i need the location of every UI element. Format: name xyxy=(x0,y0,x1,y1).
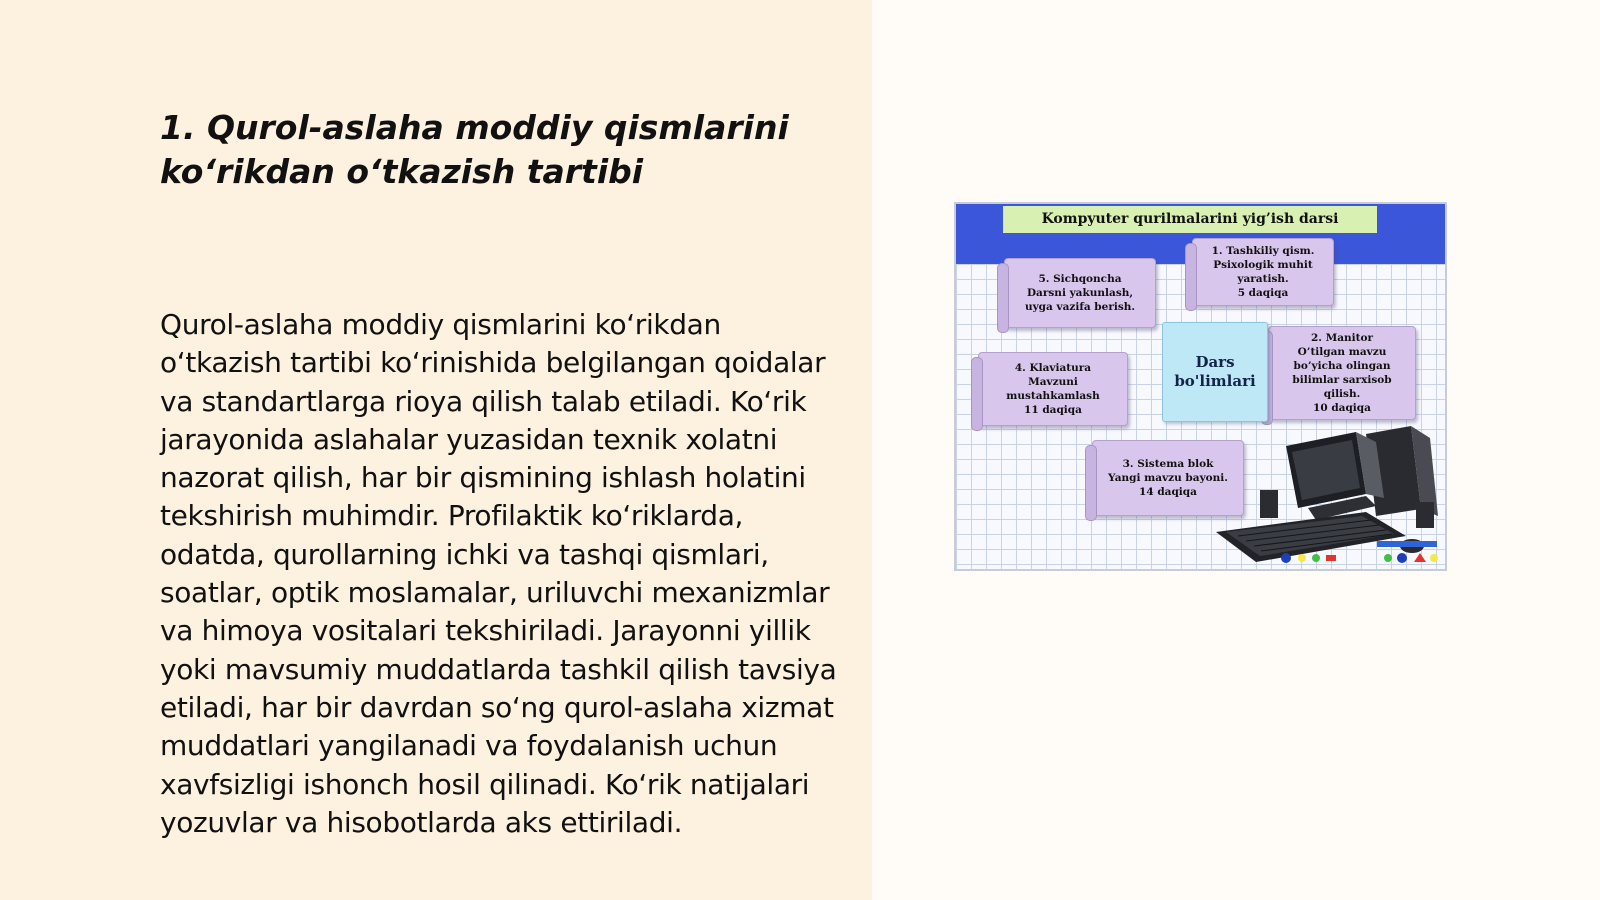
title-line-2: ko‘rikdan o‘tkazish tartibi xyxy=(160,152,644,191)
navigation-shapes-icon xyxy=(1280,551,1440,565)
section-title xyxy=(160,106,840,194)
slide-title: Kompyuter qurilmalarini yig’ish darsi xyxy=(1003,206,1377,233)
center-box-label: Dars bo'limlari xyxy=(1174,353,1256,390)
scroll-box-klaviatura: 4. Klaviatura Mavzuni mustahkamlash 11 daqiqa xyxy=(978,352,1128,426)
body-paragraph: Qurol-aslaha moddiy qismlarini ko‘rikdan o‘tkazish tartibi ko‘rinishida belgilangan qoidalar va standartlarga rioya qilish talab etiladi. Ko‘rik jarayonida aslahalar yuzasidan texnik xolatni nazorat qilish, har bir qismining ishlash holatini tekshirish muhimdir. Profilaktik ko‘riklarda, odatda, qurollarning ichki va tashqi qismlari, soatlar, optik moslamalar, uriluvchi mexanizmlar va himoya vositalari tekshiriladi. Jarayonni yillik yoki mavsumiy muddatlarda tashkil qilish tavsiya etiladi, har bir davrdan so‘ng qurol-aslaha xizmat muddatlari yangilanadi va foydalanish uchun xavfsizligi ishonch hosil qilinadi. Ko‘rik natijalari yozuvlar va hisobotlarda aks ettiriladi. xyxy=(160,308,837,839)
scroll-box-sistema-blok: 3. Sistema blok Yangi mavzu bayoni. 14 daqiqa xyxy=(1092,440,1244,516)
slide-bottom-bar xyxy=(1377,541,1437,547)
slide-center-box xyxy=(1162,322,1268,422)
title-line-1: 1. Qurol-aslaha moddiy qismlarini xyxy=(160,108,789,147)
scroll-box-tashkiliy-qism: 1. Tashkiliy qism. Psixologik muhit yaratish. 5 daqiqa xyxy=(1192,238,1334,306)
scroll-box-manitor: 2. Manitor O’tilgan mavzu bo’yicha olingan bilimlar sarxisob qilish. 10 daqiqa xyxy=(1268,326,1416,420)
lesson-slide-image xyxy=(954,202,1447,571)
computer-illustration-icon xyxy=(1216,424,1446,569)
scroll-box-sichqoncha: 5. Sichqoncha Darsni yakunlash, uyga vazifa berish. xyxy=(1004,258,1156,328)
